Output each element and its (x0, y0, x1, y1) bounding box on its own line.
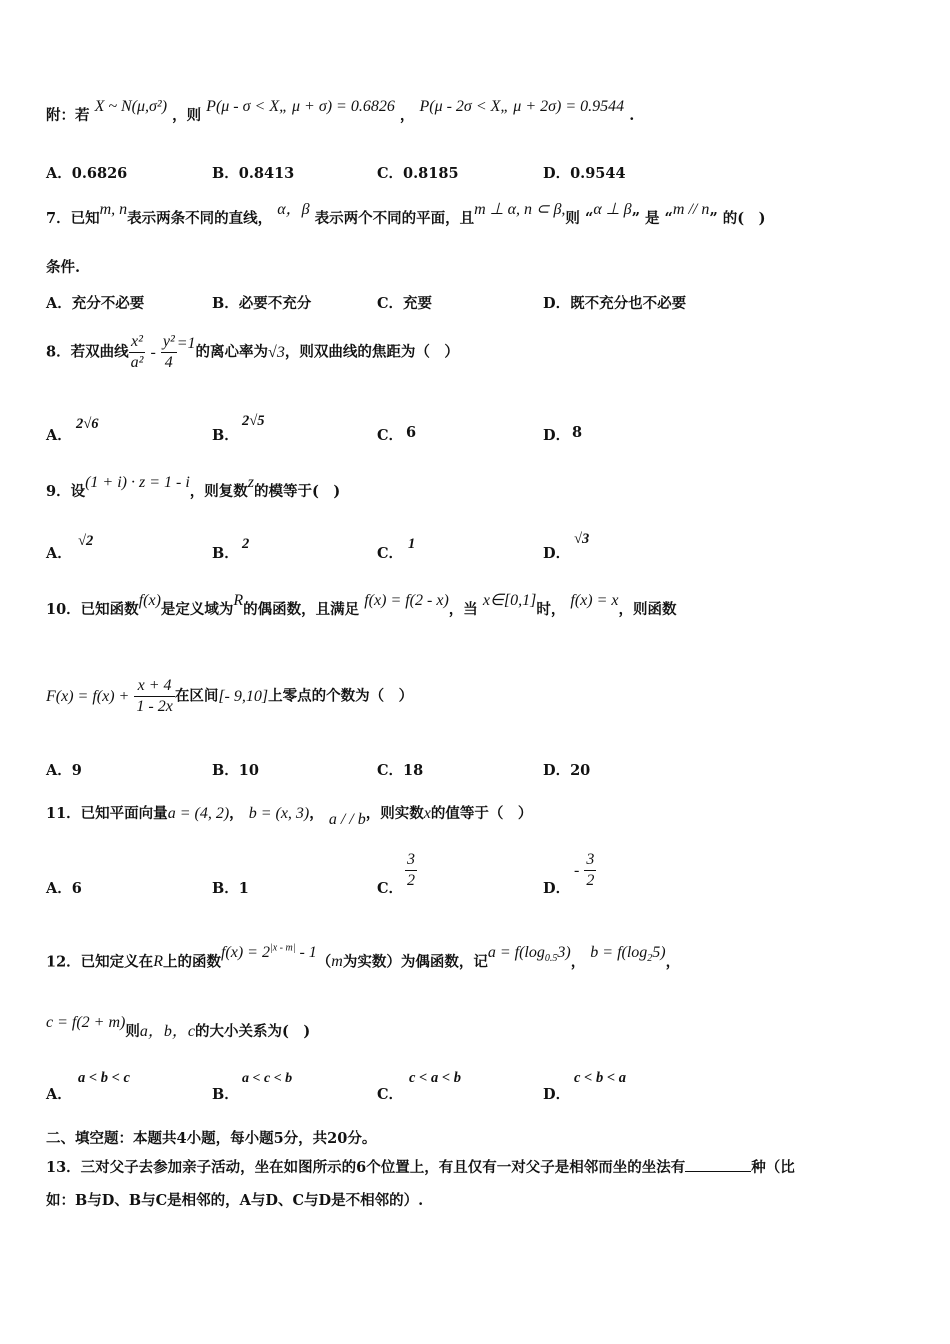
q10-fx: f(x) = x (570, 592, 619, 609)
q9-stem (46, 474, 341, 502)
q12-b-def (590, 944, 666, 965)
q9-option-a-label: A． (46, 545, 72, 562)
q6-option-c: C．0.8185 (377, 165, 459, 182)
q11-c-den: 2 (407, 872, 415, 889)
q11-option-b: B．1 (212, 880, 249, 897)
q11-d-num: 3 (584, 850, 596, 871)
q10-text-2: 是定义域为 (160, 601, 234, 618)
q9-text-3: 的模等于( ) (254, 483, 341, 500)
probability-2sigma: P(μ - 2σ < X„ μ + 2σ) = 0.9544 (419, 98, 625, 115)
q6-option-a: A．0.6826 (46, 165, 128, 182)
q12-a-sub: 0.5 (544, 953, 558, 965)
q11-c-num: 3 (405, 850, 417, 871)
q13-stem (46, 1155, 795, 1178)
q10-stem-line2 (46, 676, 413, 717)
q8-eccentricity: √3 (268, 343, 285, 361)
q7-option-c: C．充要 (377, 295, 433, 312)
normal-distribution: X ~ N(μ,σ²) (94, 98, 168, 115)
appendix-prefix: 附：若 (46, 107, 90, 124)
q13-answer-blank[interactable] (685, 1155, 751, 1172)
q12-b-base: b = f(log (590, 944, 648, 962)
q13-unit: 种（比 (751, 1159, 795, 1176)
q12-b-end: 5) (652, 944, 666, 962)
q9-equation: (1 + i) · z = 1 - i (85, 474, 190, 491)
appendix-separator: ， (399, 107, 415, 124)
q7-option-b: B．必要不充分 (212, 295, 312, 312)
q10-option-d: D．20 (543, 762, 591, 779)
q7-claim-1: α ⊥ β (593, 201, 632, 218)
q9-option-b-value: 2 (242, 536, 250, 552)
q7-stem-line2: 条件. (46, 259, 81, 276)
q8-fraction-x (129, 332, 146, 373)
q11-option-c-value (405, 850, 417, 891)
q10-F-definition: F(x) = f(x) + (46, 687, 130, 705)
q13-text-1: 13．三对父子去参加亲子活动，坐在如图所示的6个位置上，有且仅有一对父子是相邻而坐的坐法有 (46, 1159, 686, 1176)
q10-function: f(x) (138, 592, 161, 609)
q12-text-6: 的大小关系为( ) (194, 1023, 311, 1040)
q10-text-4: ，当 (448, 601, 478, 618)
q12-option-a-label: A． (46, 1086, 72, 1103)
q10-text-1: 10．已知函数 (46, 601, 139, 618)
q12-a-def (487, 944, 571, 965)
q7-lines-mn: m, n (99, 201, 128, 218)
q12-a-end: 3) (557, 944, 571, 962)
q8-stem (46, 332, 459, 373)
q11-vector-b: b = (x, 3) (248, 805, 310, 822)
q9-z: z (247, 474, 255, 491)
q9-text-2: ，则复数 (189, 483, 248, 500)
q11-vector-a: a = (4, 2) (167, 805, 230, 822)
q12-R: R (153, 953, 163, 971)
q12-text-3: （ (316, 953, 332, 971)
q11-option-c-label: C． (377, 880, 404, 897)
q12-text-1: 12．已知定义在 (46, 953, 154, 971)
q8-equals: =1 (176, 334, 196, 352)
q12-stem (46, 943, 681, 979)
q12-c-def: c = f(2 + m) (46, 1014, 126, 1031)
q9-option-a-value: √2 (78, 533, 94, 549)
q8-text-3: ，则双曲线的焦距为（ ） (284, 343, 459, 361)
q7-condition: m ⊥ α, n ⊂ β, (474, 201, 566, 218)
q8-frac-x-den: a² (130, 354, 144, 371)
q8-option-b-value: 2√5 (242, 413, 265, 429)
q11-text-2: ，则实数 (365, 805, 424, 822)
q12-option-c-label: C． (377, 1086, 404, 1103)
q7-text-1: 7．已知 (46, 210, 100, 227)
q12-option-c-value: c < a < b (409, 1070, 461, 1086)
q11-option-a: A．6 (46, 880, 82, 897)
q7-text-3: 表示两个不同的平面，且 (314, 210, 475, 227)
q12-option-d-label: D． (543, 1086, 571, 1103)
q12-text-4: 为实数）为偶函数，记 (342, 953, 488, 971)
q12-option-a-value: a < b < c (78, 1070, 130, 1086)
q8-text-1: 8．若双曲线 (46, 343, 129, 361)
q10-text-3: 的偶函数，且满足 (243, 601, 360, 618)
q7-stem (46, 201, 766, 229)
q11-sep-2: ， (309, 805, 324, 822)
q8-fraction-y (161, 332, 177, 373)
q10-fraction (134, 676, 174, 717)
appendix-end: . (629, 107, 635, 124)
q10-text-6: ，则函数 (618, 601, 677, 618)
q7-text-5: ” 是 “ (631, 210, 673, 227)
q10-frac-num: x + 4 (134, 676, 174, 697)
q12-fn-exponent: |x - m| (269, 943, 296, 954)
q12-abc: a，b，c (139, 1023, 195, 1040)
q9-option-d-label: D． (543, 545, 571, 562)
q11-d-den: 2 (586, 872, 595, 889)
q8-frac-x-num: x² (129, 332, 146, 353)
q12-a-base: a = f(log (487, 944, 545, 962)
q10-option-c: C．18 (377, 762, 424, 779)
q10-interval: x∈[0,1] (482, 592, 537, 609)
q12-fn-base: f(x) = 2 (220, 944, 270, 962)
q11-text-1: 11．已知平面向量 (46, 805, 168, 822)
q8-option-d-label: D． (543, 427, 571, 444)
q12-fn-tail: - 1 (295, 944, 317, 962)
q9-option-d-value: √3 (574, 531, 590, 547)
q8-frac-y-den: 4 (164, 354, 173, 371)
q8-option-c-value: 6 (406, 424, 417, 441)
q10-text-5: 时， (536, 601, 566, 618)
q7-text-2: 表示两条不同的直线， (127, 210, 273, 227)
q11-text-3: 的值等于（ ） (430, 805, 533, 822)
q8-frac-y-num: y² (161, 332, 177, 353)
q11-option-d-label: D． (543, 880, 571, 897)
q6-option-d: D．0.9544 (543, 165, 626, 182)
appendix-then: ，则 (172, 107, 202, 124)
q11-d-sign: - (574, 861, 580, 879)
q9-option-b-label: B． (212, 545, 239, 562)
q13-stem-line2: 如：B与D、B与C是相邻的，A与D、C与D是不相邻的）. (46, 1192, 424, 1209)
q12-b-sub: 2 (647, 953, 653, 965)
q8-minus: - (150, 343, 156, 361)
q12-option-b-label: B． (212, 1086, 239, 1103)
q7-text-4: 则 “ (565, 210, 594, 227)
probability-1sigma: P(μ - σ < X„ μ + σ) = 0.6826 (206, 98, 395, 115)
q10-stem (46, 592, 677, 620)
q7-claim-2: m // n (672, 201, 710, 218)
q9-text-1: 9．设 (46, 483, 86, 500)
q9-option-c-value: 1 (408, 536, 416, 552)
q8-option-a-label: A． (46, 427, 72, 444)
q10-symmetry: f(x) = f(2 - x) (364, 592, 449, 609)
q12-m: m (331, 953, 343, 971)
q12-option-b-value: a < c < b (242, 1071, 293, 1086)
q12-text-5: 则 (125, 1023, 140, 1040)
q12-stem-line2 (46, 1014, 311, 1042)
q11-option-d-value (574, 850, 596, 891)
q8-text-2: 的离心率为 (195, 343, 269, 361)
q10-option-a: A．9 (46, 762, 82, 779)
q12-sep: ， (570, 953, 586, 971)
q11-parallel: a / / b (328, 811, 366, 828)
appendix-line (46, 98, 635, 126)
q11-x: x (423, 805, 431, 822)
q10-text-8: 上零点的个数为（ ） (268, 687, 414, 705)
q10-zero-interval: [- 9,10] (218, 687, 269, 705)
q9-option-c-label: C． (377, 545, 404, 562)
q8-option-b-label: B． (212, 427, 239, 444)
q7-option-a: A．充分不必要 (46, 295, 145, 312)
q8-option-c-label: C． (377, 427, 404, 444)
section-2-heading: 二、填空题：本题共4小题，每小题5分，共20分。 (46, 1130, 377, 1147)
q7-option-d: D．既不充分也不必要 (543, 295, 687, 312)
q10-option-b: B．10 (212, 762, 259, 779)
q10-frac-den: 1 - 2x (136, 698, 173, 715)
q10-domain-R: R (233, 592, 244, 609)
q12-option-d-value: c < b < a (574, 1070, 626, 1086)
q11-sep-1: ， (229, 805, 244, 822)
q6-option-b: B．0.8413 (212, 165, 295, 182)
q7-planes: α，β (277, 201, 310, 218)
q12-function (221, 944, 317, 961)
q12-text-2: 上的函数 (162, 953, 221, 971)
q7-text-6: ” 的( ) (709, 210, 766, 227)
q8-option-a-value: 2√6 (76, 416, 99, 432)
q10-text-7: 在区间 (174, 687, 219, 705)
q12-sep-2: ， (665, 953, 681, 971)
q8-option-d-value: 8 (572, 424, 583, 441)
q11-stem (46, 804, 533, 828)
